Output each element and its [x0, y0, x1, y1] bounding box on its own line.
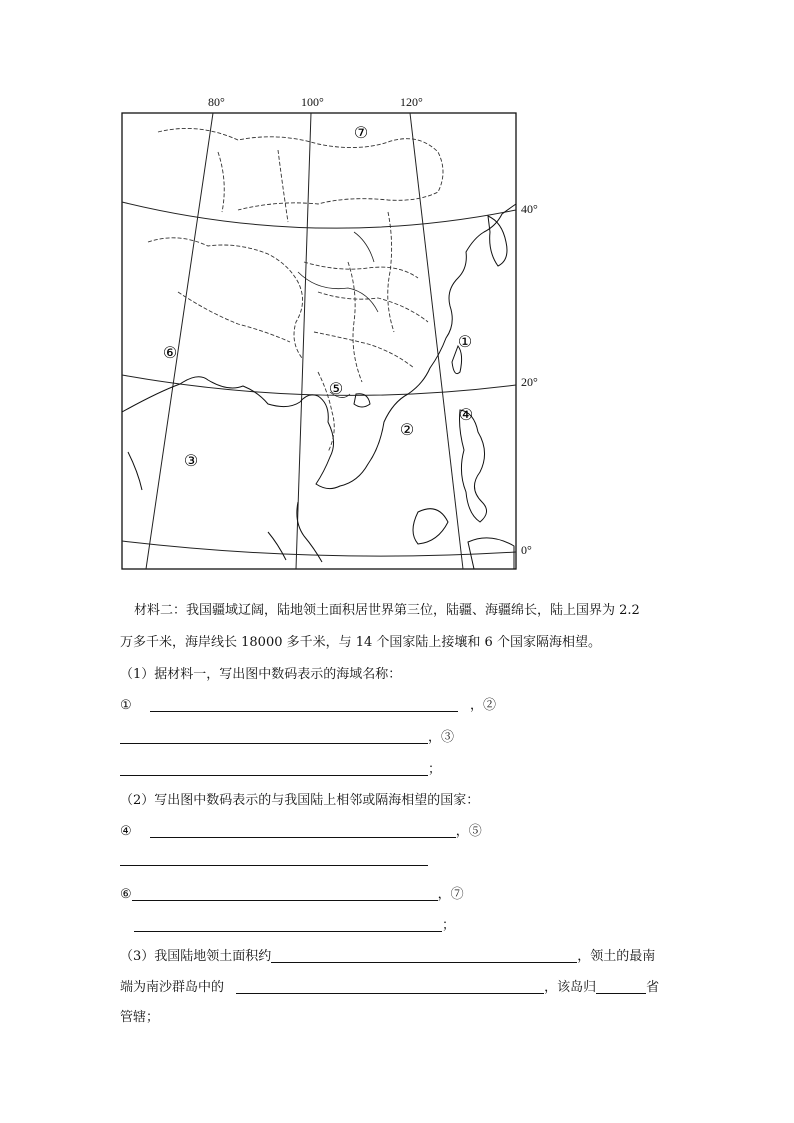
q2-line4: [120, 914, 455, 933]
q1-end: ；: [428, 762, 442, 777]
marker-5: ⑤: [328, 381, 344, 398]
answer-blank-1[interactable]: [150, 697, 458, 712]
answer-blank-island[interactable]: [236, 979, 544, 994]
lat-label-40: 40°: [521, 202, 538, 216]
q3-prompt-d: ，该岛归: [544, 980, 597, 995]
q3-prompt-a: （3）我国陆地领土面积约: [120, 949, 272, 964]
q2-line1: [120, 820, 482, 839]
map-svg: [118, 92, 528, 572]
q3-prompt-c: 端为南沙群岛中的: [120, 980, 225, 995]
q1-num3: ，③: [428, 730, 455, 745]
q2-num4: ④: [120, 824, 132, 839]
lon-label-100: 100°: [301, 95, 324, 109]
q3-prompt-b: ，领土的最南: [577, 949, 656, 964]
answer-blank-4[interactable]: [150, 823, 456, 838]
q1-line1: [120, 694, 496, 713]
q2-prompt: （2）写出图中数码表示的与我国陆上相邻或隔海相望的国家：: [120, 793, 480, 808]
q3-line2: [120, 976, 659, 995]
marker-2: ②: [399, 422, 415, 439]
map-figure: [118, 92, 538, 572]
q2-end: ；: [442, 918, 456, 933]
marker-6: ⑥: [162, 345, 178, 362]
q2-line3: [120, 883, 464, 902]
q1-prompt: （1）据材料一，写出图中数码表示的海域名称：: [120, 667, 402, 682]
answer-blank-7[interactable]: [134, 917, 442, 932]
marker-7: ⑦: [353, 125, 369, 142]
material2-paragraph: [120, 595, 720, 659]
q1-num1: ①: [120, 698, 132, 713]
q3-line3: 管辖；: [120, 1010, 160, 1025]
marker-3: ③: [183, 453, 199, 470]
q3-line1: [120, 945, 655, 964]
answer-blank-3[interactable]: [120, 761, 428, 776]
q1-line3: [120, 758, 441, 777]
q1-num2: ，②: [469, 698, 496, 713]
q1-line2: [120, 726, 454, 745]
lat-label-0: 0°: [521, 543, 532, 557]
marker-4: ④: [458, 407, 474, 424]
q2-line2: [120, 851, 428, 867]
answer-blank-6[interactable]: [132, 886, 438, 901]
marker-1: ①: [457, 334, 473, 351]
lon-label-80: 80°: [208, 95, 225, 109]
answer-blank-2[interactable]: [120, 729, 428, 744]
lat-label-20: 20°: [521, 375, 538, 389]
q2-num6: ⑥: [120, 887, 132, 902]
answer-blank-area[interactable]: [271, 948, 577, 963]
material2-line2: 万多千米，海岸线长 18000 多千米，与 14 个国家陆上接壤和 6 个国家隔海相望。: [120, 635, 601, 650]
q2-num7: ，⑦: [437, 887, 464, 902]
material2-line1: 材料二：我国疆域辽阔，陆地领土面积居世界第三位，陆疆、海疆绵长，陆上国界为 2.2: [134, 603, 640, 618]
answer-blank-5[interactable]: [120, 851, 428, 866]
q3-prompt-e: 省: [646, 980, 660, 995]
lon-label-120: 120°: [400, 95, 423, 109]
answer-blank-province[interactable]: [596, 979, 646, 994]
q2-num5: ，⑤: [455, 824, 482, 839]
